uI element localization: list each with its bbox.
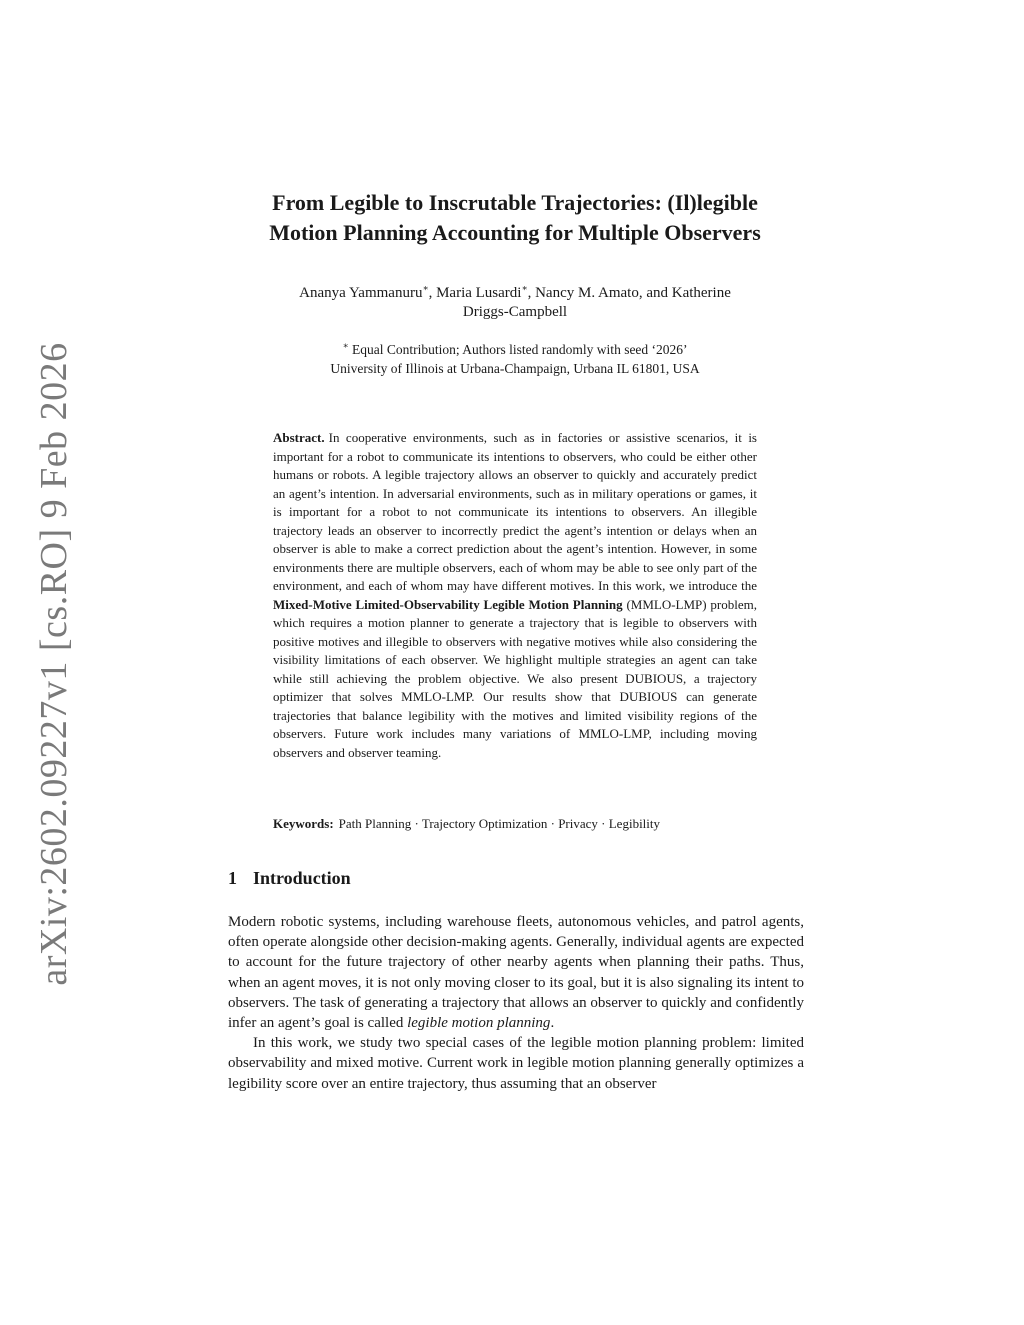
abstract	[273, 429, 757, 762]
title-line-2: Motion Planning Accounting for Multiple Observers	[269, 220, 761, 245]
author-list	[200, 284, 830, 322]
author-rest: , Nancy M. Amato, and Katherine	[527, 285, 731, 301]
paper-title	[200, 188, 830, 248]
equal-contribution-mark: ∗	[521, 283, 528, 293]
intro-p1-end: .	[550, 1015, 555, 1032]
equal-contribution-note	[200, 340, 830, 359]
intro-p1-italic: legible motion planning	[407, 1015, 551, 1032]
intro-paragraph-1	[228, 912, 804, 1033]
equal-contribution-mark: ∗	[422, 283, 429, 293]
affiliation	[200, 340, 830, 378]
intro-paragraph-2: In this work, we study two special cases of the legible motion planning problem: limited observability and mixed motive. Current work in legible motion planning generally optimizes a legibility score over an entire trajectory, thus assuming that an observer	[228, 1035, 804, 1092]
introduction-body	[228, 912, 804, 1094]
abstract-text-before: In cooperative environments, such as in factories or assistive scenarios, it is important for a robot to communicate its intentions to observers, who could be either other humans or robots. A legible trajectory allows an observer to quickly and accurately predict an agent’s intention. In adversarial environments, such as in military operations or games, it is important for a robot to not communicate its intentions to observers. An illegible trajectory leads an observer to incorrectly predict the agent’s intention or delays when an observer is able to make a correct prediction about the agent’s intention. However, in some environments there are multiple observers, each of whom may be able to see only part of the environment, and each of whom may have different motives. In this work, we introduce the	[273, 430, 757, 593]
intro-p1-text: Modern robotic systems, including warehouse fleets, autonomous vehicles, and patrol agents, often operate alongside other decision-making agents. Generally, individual agents are expected to account for the future trajectory of other nearby agents when planning their paths. Thus, when an agent moves, it is not only moving closer to its goal, but it is also signaling its intent to observers. The task of generating a trajectory that allows an observer to quickly and confidently infer an agent’s goal is called	[228, 914, 804, 1032]
title-line-1: From Legible to Inscrutable Trajectories: (Il)legible	[272, 190, 758, 215]
author-line-1	[200, 284, 830, 303]
author-2: , Maria Lusardi	[428, 285, 522, 301]
abstract-text-after: (MMLO-LMP) problem, which requires a motion planner to generate a trajectory that is legible to observers with positive motives and illegible to observers with negative motives while also considering the visibility limitations of each observer. We highlight multiple strategies an agent can take while still achieving the problem objective. We also present DUBIOUS, a trajectory optimizer that solves MMLO-LMP. Our results show that DUBIOUS can generate trajectories that balance legibility with the motives and limited visibility regions of the observers. Future work includes many variations of MMLO-LMP, including moving observers and observer teaming.	[273, 596, 757, 760]
equal-contribution-mark: ∗	[342, 340, 349, 351]
keywords	[273, 815, 757, 833]
keywords-label: Keywords:	[273, 816, 334, 831]
author-1: Ananya Yammanuru	[299, 285, 423, 301]
author-line-2: Driggs-Campbell	[462, 304, 568, 320]
section-heading	[228, 868, 351, 889]
equal-contribution-text: Equal Contribution; Authors listed randomly with seed ‘2026’	[348, 342, 688, 357]
keywords-text: Path Planning · Trajectory Optimization · Privacy · Legibility	[338, 816, 661, 831]
abstract-bold-term: Mixed-Motive Limited-Observability Legible Motion Planning	[273, 596, 623, 612]
arxiv-side-stamp: arXiv:2602.09227v1 [cs.RO] 9 Feb 2026	[33, 342, 75, 986]
section-title: Introduction	[253, 868, 351, 888]
abstract-label: Abstract.	[273, 430, 325, 445]
university: University of Illinois at Urbana-Champaign, Urbana IL 61801, USA	[330, 361, 700, 376]
section-number: 1	[228, 868, 237, 888]
